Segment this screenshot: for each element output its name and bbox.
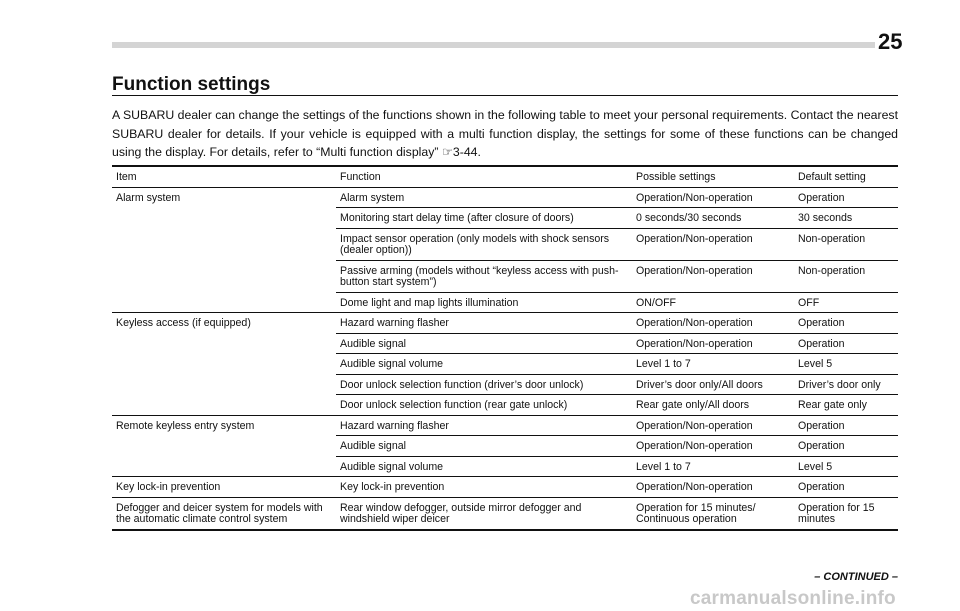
default-cell: Non-operation [794,260,898,292]
function-cell: Audible signal [336,333,632,354]
default-cell: 30 seconds [794,208,898,229]
possible-cell: Operation/Non-operation [632,313,794,334]
possible-cell: Operation/Non-operation [632,228,794,260]
table-row [112,313,898,334]
default-cell: Operation [794,436,898,457]
possible-cell: Level 1 to 7 [632,354,794,375]
default-cell: Non-operation [794,228,898,260]
function-cell: Impact sensor operation (only models with shock sensors (dealer option)) [336,228,632,260]
item-cell: Remote keyless entry system [112,415,336,477]
possible-cell: 0 seconds/30 seconds [632,208,794,229]
function-cell: Dome light and map lights illumination [336,292,632,313]
function-cell: Rear window defogger, outside mirror defogger and windshield wiper deicer [336,497,632,530]
possible-cell: Operation/Non-operation [632,187,794,208]
possible-cell: Operation/Non-operation [632,260,794,292]
possible-cell: Operation/Non-operation [632,333,794,354]
possible-cell: Operation/Non-operation [632,436,794,457]
header-item: Item [116,171,137,183]
possible-cell: Driver’s door only/All doors [632,374,794,395]
default-cell: Operation [794,313,898,334]
possible-cell: Rear gate only/All doors [632,395,794,416]
table-row [112,477,898,498]
table-row [112,187,898,208]
function-cell: Door unlock selection function (driver’s door unlock) [336,374,632,395]
table-header-row [112,166,898,187]
default-cell: Operation [794,333,898,354]
default-cell: Level 5 [794,354,898,375]
function-cell: Hazard warning flasher [336,415,632,436]
section-title: Function settings [112,74,271,95]
possible-cell: Level 1 to 7 [632,456,794,477]
continued-label: – CONTINUED – [814,571,898,583]
default-cell: Driver’s door only [794,374,898,395]
item-cell: Key lock-in prevention [112,477,336,498]
default-cell: Operation [794,477,898,498]
default-cell: Operation [794,415,898,436]
possible-cell: Operation for 15 minutes/ Continuous operation [632,497,794,530]
table-row [112,415,898,436]
function-cell: Audible signal volume [336,456,632,477]
function-cell: Hazard warning flasher [336,313,632,334]
function-cell: Audible signal [336,436,632,457]
possible-cell: Operation/Non-operation [632,477,794,498]
table-row [112,497,898,530]
item-cell: Defogger and deicer system for models with the automatic climate control system [112,497,336,530]
page-number: 25 [878,29,903,54]
default-cell: Operation for 15 minutes [794,497,898,530]
function-cell: Key lock-in prevention [336,477,632,498]
item-cell: Alarm system [112,187,336,313]
function-cell: Audible signal volume [336,354,632,375]
intro-paragraph: A SUBARU dealer can change the settings of the functions shown in the following table to meet your personal requirements. Contact the nearest SUBARU dealer for details. If your vehicle is equipped with a multi function display, the settings for some of these functions can be changed using the display. For details, refer to “Multi function display” ☞3-44. [112,108,898,159]
possible-cell: ON/OFF [632,292,794,313]
function-cell: Passive arming (models without “keyless access with push-button start system”) [336,260,632,292]
possible-cell: Operation/Non-operation [632,415,794,436]
default-cell: OFF [794,292,898,313]
function-cell: Door unlock selection function (rear gate unlock) [336,395,632,416]
watermark: carmanualsonline.info [690,588,896,609]
header-bar [112,42,875,48]
function-cell: Alarm system [336,187,632,208]
header-default-setting: Default setting [798,171,866,183]
default-cell: Rear gate only [794,395,898,416]
item-cell: Keyless access (if equipped) [112,313,336,416]
header-function: Function [340,171,381,183]
function-settings-table [112,165,898,531]
function-cell: Monitoring start delay time (after closure of doors) [336,208,632,229]
default-cell: Level 5 [794,456,898,477]
header-possible-settings: Possible settings [636,171,716,183]
title-rule [112,95,898,96]
default-cell: Operation [794,187,898,208]
